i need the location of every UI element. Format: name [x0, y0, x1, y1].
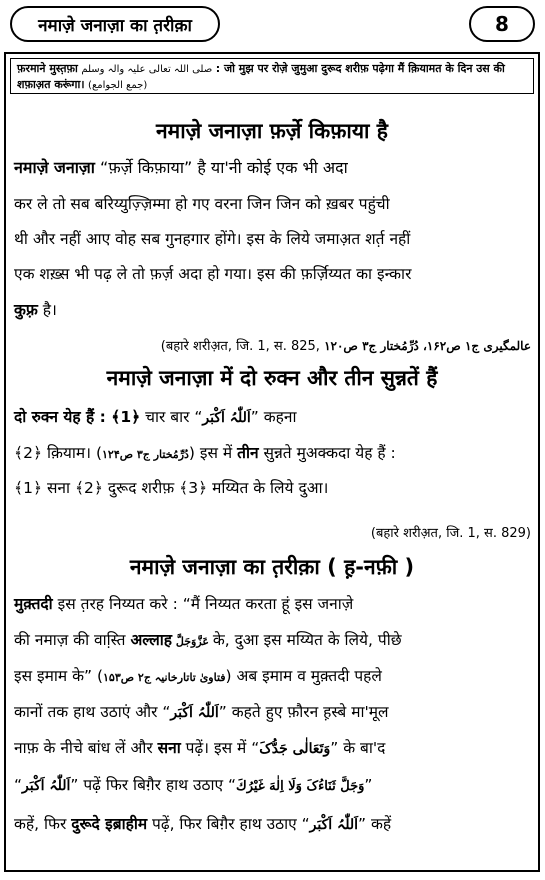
- s2-reference: (बहारे शरीअ़त, जि. 1, स. 829): [370, 526, 531, 541]
- s3-line4: [14, 700, 530, 722]
- s3-l5-bold: सना: [157, 739, 181, 757]
- s2-l2-arabic: دُرِّمُختار ج۳ ص۱۲۴: [102, 448, 189, 461]
- s3-l7-b: पढ़ें, फिर बिग़ैर हाथ उठाए “: [147, 815, 310, 833]
- s1-l5-rest: है।: [37, 301, 57, 319]
- salawat: صلی اللہ تعالی علیہ والہ وسلم: [81, 64, 213, 75]
- s3-l6-arabic2: وَجَلَّ ثَنَاءُکَ وَلَا اِلٰهَ غَیْرُكَ: [236, 779, 365, 794]
- s2-line2: [14, 441, 530, 463]
- s3-l7-bold: दुरूदे इब्राहीम: [71, 815, 148, 833]
- s1-l5-bold: कुफ़्र: [14, 301, 38, 319]
- s1-line2: कर ले तो सब बरिय्युज़्ज़िम्मा हो गए वरना जिन जिन को ख़बर पहुंची: [14, 195, 390, 213]
- farman-box: [10, 58, 534, 94]
- s2-l2-c: सुन्नते मुअक्कदा येह हैं :: [258, 444, 396, 462]
- s3-l4-b: ” कहते हुए फ़ौरन ह़स्बे मा'मूल: [218, 703, 389, 721]
- s1-ref-b: عالمگیری ج۱ ص۱۶۲، دُرِّمُختار ج۳ ص۱۲۰: [324, 339, 531, 353]
- s3-l3-b: ) अब इमाम व मुक़्तदी पहले: [225, 667, 382, 685]
- s3-l6-c: ”: [364, 776, 373, 794]
- s2-l1-end: ” कहना: [250, 408, 297, 426]
- section2-heading: नमाज़े जनाज़ा में दो रुक्न और तीन सुन्नतें हैं: [106, 366, 438, 390]
- s2-line3: ﴾1﴿ सना ﴾2﴿ दुरूद शरीफ़ ﴾3﴿ मय्यित के लिये दुआ।: [14, 479, 329, 497]
- s1-l1-bold: नमाज़े जनाज़ा: [14, 158, 95, 177]
- s3-l3-arabic: فتاویٰ تاتارخانیہ ج۲ ص۱۵۳: [103, 671, 226, 684]
- s3-l2-a: की नमाज़ की वास्ति़: [14, 631, 131, 649]
- s3-l2-arabic: عَزَّوَجَلَّ: [172, 635, 213, 648]
- s2-l1-bold: दो रुक्न येह हैं : ﴾1﴿: [14, 408, 141, 426]
- s1-l1-rest: “फ़र्ज़े किफ़ाया” है या'नी कोई एक भी अदा: [94, 158, 348, 177]
- s3-l4-arabic: اَللّٰہُ اَکْبَر: [170, 705, 219, 721]
- s3-line5: [14, 736, 530, 758]
- s1-line4: एक शख़्स भी पढ़ ले तो फ़र्ज़ अदा हो गया। इस की फ़र्ज़िय्यत का इन्कार: [14, 265, 412, 283]
- s3-l4-a: कानों तक हाथ उठाएं और “: [14, 703, 171, 721]
- s2-l2-a: ﴾2﴿ क़ियाम। (: [14, 444, 102, 462]
- s3-l3-a: इस इमाम के” (: [14, 667, 104, 685]
- farman-text-b: शफ़ाअ़त करूंगा।: [17, 78, 85, 91]
- page-number: 8: [469, 6, 535, 42]
- s3-l6-b: ” पढ़ें फिर बिग़ैर हाथ उठाए “: [70, 776, 237, 794]
- section3-heading: नमाज़े जनाज़ा का त़रीक़ा ( ह़-नफ़ी ): [129, 555, 415, 579]
- s3-line2: [14, 628, 530, 650]
- s2-l1-mid: चार बार “: [140, 408, 203, 426]
- section1-heading: नमाज़े जनाज़ा फ़र्ज़े किफ़ाया है: [156, 119, 388, 143]
- farman-text-a: : जो मुझ पर रोज़े जुमुआ दुरूद शरीफ़ पढ़ेगा मैं क़ियामत के दिन उस की: [215, 62, 505, 75]
- s3-l1-bold: मुक़्तदी: [14, 595, 53, 613]
- s2-line1: [14, 405, 530, 427]
- farman-source: (جمع الجوامع): [88, 80, 148, 91]
- s3-line1: [14, 592, 530, 614]
- s1-line3: थी और नहीं आए वोह सब गुनहगार होंगे। इस के लिये जमाअ़त शर्त़ नहीं: [14, 230, 411, 248]
- s3-l5-a: नाफ़ के नीचे बांध लें और: [14, 739, 158, 757]
- s3-l6-a: “: [14, 776, 23, 794]
- s3-l2-bold: अल्लाह: [130, 631, 173, 649]
- s2-l2-bold: तीन: [237, 444, 259, 462]
- s1-line1: [14, 156, 530, 178]
- s3-line6: [14, 773, 530, 795]
- s3-l7-a: कहें, फिर: [14, 815, 72, 833]
- s3-l5-arabic: وَتَعَالٰی جَدُّکَ: [259, 741, 331, 757]
- s1-reference: [161, 336, 531, 354]
- s3-line3: [14, 664, 530, 686]
- s3-l7-c: ” कहें: [358, 815, 392, 833]
- s3-l1-rest: इस त़रह निय्यत करे : “मैं निय्यत करता हूं इस जनाज़े: [52, 595, 354, 613]
- s3-l5-c: ” के बा'द: [330, 739, 386, 757]
- s3-l6-arabic1: اَللّٰہُ اَکْبَر: [22, 778, 71, 794]
- s1-line5: [14, 298, 530, 320]
- s3-line7: [14, 812, 530, 834]
- s3-l2-b: के, दुआ इस मय्यित के लिये, पीछे: [212, 631, 402, 649]
- s3-l5-b: पढ़ें। इस में “: [180, 739, 260, 757]
- s2-l2-b: ) इस में: [188, 444, 238, 462]
- s3-l7-arabic: اَللّٰہُ اَکْبَر: [309, 817, 359, 833]
- farman-label: फ़रमाने मुस्त़फ़ा: [17, 62, 78, 75]
- s2-l1-arabic: اَللّٰہُ اَکْبَر: [202, 410, 251, 426]
- s1-ref-a: (बहारे शरीअ़त, जि. 1, स. 825,: [160, 339, 320, 354]
- page-header-title: नमाज़े जनाज़ा का त़रीक़ा: [10, 6, 220, 42]
